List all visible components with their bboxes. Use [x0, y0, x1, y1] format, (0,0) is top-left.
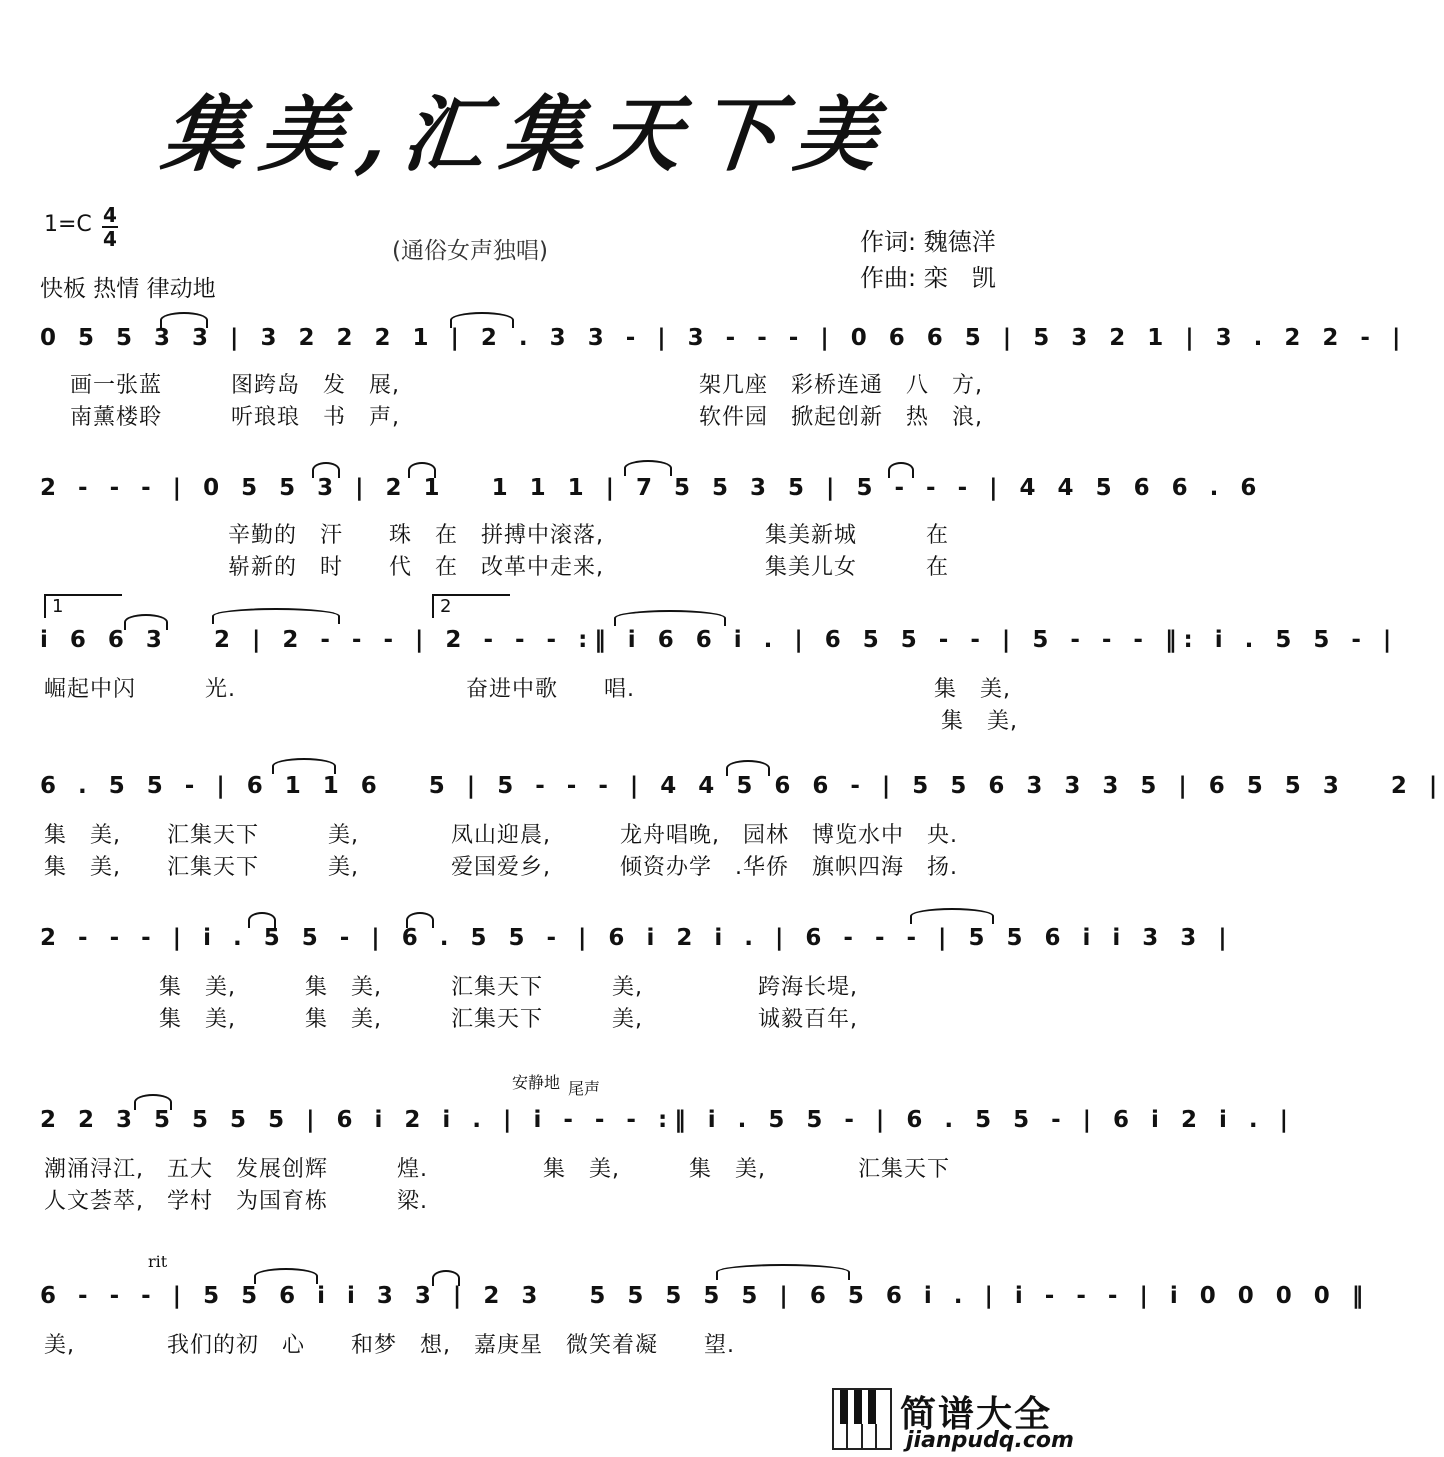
time-signature-bottom: 4	[103, 227, 117, 251]
notation-line-4: 6 . 5 5 - | 6 1 1 6 5 | 5 - - - | 4 4 5 6 6 - | 5 5 6 3 3 3 5 | 6 5 5 3 2 |	[40, 773, 1444, 799]
notation-line-5: 2 - - - | i . 5 5 - | 6 . 5 5 - | 6 i 2 i . | 6 - - - | 5 5 6 i i 3 3 |	[40, 925, 1234, 951]
tie-arc	[406, 912, 434, 928]
volta-1: 1	[44, 594, 122, 618]
tie-arc	[910, 908, 994, 924]
score-line-1	[40, 316, 1408, 360]
notation-line-3: i 6 6 3 2 | 2 - - - | 2 - - - :‖ i 6 6 i . | 6 5 5 - - | 5 - - - ‖: i . 5 5 - |	[40, 627, 1399, 653]
notation-line-7: 6 - - - | 5 5 6 i i 3 3 | 2 3 5 5 5 5 5 | 6 5 6 i . | i - - - | i 0 0 0 0 ‖	[40, 1283, 1371, 1309]
score-line-4	[40, 764, 1444, 808]
lyrics-line-4-verse-1: 集 美, 汇集天下 美, 凤山迎晨, 龙舟唱晚, 园林 博览水中 央.	[44, 823, 958, 848]
ritardando-marking: rit	[148, 1252, 168, 1271]
lyrics-line-5-verse-2: 集 美, 集 美, 汇集天下 美, 诚毅百年,	[44, 1007, 858, 1032]
performance-style: (通俗女声独唱)	[392, 238, 548, 264]
song-title: 集美,汇集天下美	[157, 87, 899, 183]
lyrics-line-1-verse-2: 南薰楼聆 听琅琅 书 声, 软件园 掀起创新 热 浪,	[70, 405, 983, 430]
tie-arc	[160, 312, 208, 328]
lyrics-line-1-verse-1: 画一张蓝 图跨岛 发 展, 架几座 彩桥连通 八 方,	[70, 373, 983, 398]
notation-line-1: 0 5 5 3 3 | 3 2 2 2 1 | 2 . 3 3 - | 3 - - - | 0 6 6 5 | 5 3 2 1 | 3 . 2 2 - |	[40, 325, 1408, 351]
tie-arc	[432, 1270, 460, 1286]
lyrics-line-7: 美, 我们的初 心 和梦 想, 嘉庚星 微笑着凝 望.	[44, 1333, 735, 1358]
time-signature	[102, 204, 118, 250]
key-signature: 1=C	[44, 212, 92, 237]
tie-arc	[212, 608, 340, 624]
brand-name: 简谱大全	[900, 1394, 1053, 1435]
lyrics-line-2-verse-1: 辛勤的 汗 珠 在 拼搏中滚落, 集美新城 在	[44, 523, 949, 548]
piano-keys-icon	[832, 1388, 892, 1450]
composer-credit: 作曲: 栾 凯	[860, 264, 996, 292]
tie-arc	[450, 312, 514, 328]
volta-2: 2	[432, 594, 510, 618]
lyrics-line-2-verse-2: 崭新的 时 代 在 改革中走来, 集美儿女 在	[44, 555, 949, 580]
score-line-5	[40, 916, 1234, 960]
lyrics-line-3-verse-2: 集 美,	[44, 709, 1018, 734]
lyrics-line-5-verse-1: 集 美, 集 美, 汇集天下 美, 跨海长堤,	[44, 975, 858, 1000]
tie-arc	[624, 460, 672, 476]
tie-arc	[312, 462, 340, 478]
lyrics-line-6-verse-1: 潮涌浔江, 五大 发展创辉 煌. 集 美, 集 美, 汇集天下	[44, 1157, 950, 1182]
score-line-2	[40, 466, 1264, 510]
notation-line-6: 2 2 3 5 5 5 5 | 6 i 2 i . | i - - - :‖ i . 5 5 - | 6 . 5 5 - | 6 i 2 i . |	[40, 1107, 1295, 1133]
tempo-marking: 快板 热情 律动地	[40, 276, 216, 302]
time-signature-top: 4	[103, 203, 117, 227]
score-line-7	[40, 1274, 1371, 1318]
lyrics-line-4-verse-2: 集 美, 汇集天下 美, 爱国爱乡, 倾资办学 .华侨 旗帜四海 扬.	[44, 855, 958, 880]
tempo-marking-quiet: 安静地	[512, 1073, 561, 1092]
tie-arc	[248, 912, 276, 928]
tie-arc	[134, 1094, 172, 1110]
tie-arc	[888, 462, 914, 478]
tie-arc	[272, 758, 336, 774]
lyrics-line-3-verse-1: 崛起中闪 光. 奋进中歌 唱. 集 美,	[44, 677, 1011, 702]
lyrics-line-6-verse-2: 人文荟萃, 学村 为国育栋 梁.	[44, 1189, 428, 1214]
tie-arc	[408, 462, 436, 478]
score-line-3	[40, 618, 1399, 662]
tie-arc	[124, 614, 168, 630]
tie-arc	[614, 610, 726, 626]
score-line-6	[40, 1098, 1295, 1142]
lyricist-credit: 作词: 魏德洋	[860, 228, 996, 256]
coda-marking: 尾声	[568, 1079, 601, 1098]
notation-line-2: 2 - - - | 0 5 5 3 | 2 1 1 1 1 | 7 5 5 3 5 | 5 - - - | 4 4 5 6 6 . 6	[40, 475, 1264, 501]
tie-arc	[716, 1264, 850, 1280]
brand-url: jianpudq.com	[906, 1428, 1074, 1453]
tie-arc	[726, 760, 770, 776]
tie-arc	[254, 1268, 318, 1284]
